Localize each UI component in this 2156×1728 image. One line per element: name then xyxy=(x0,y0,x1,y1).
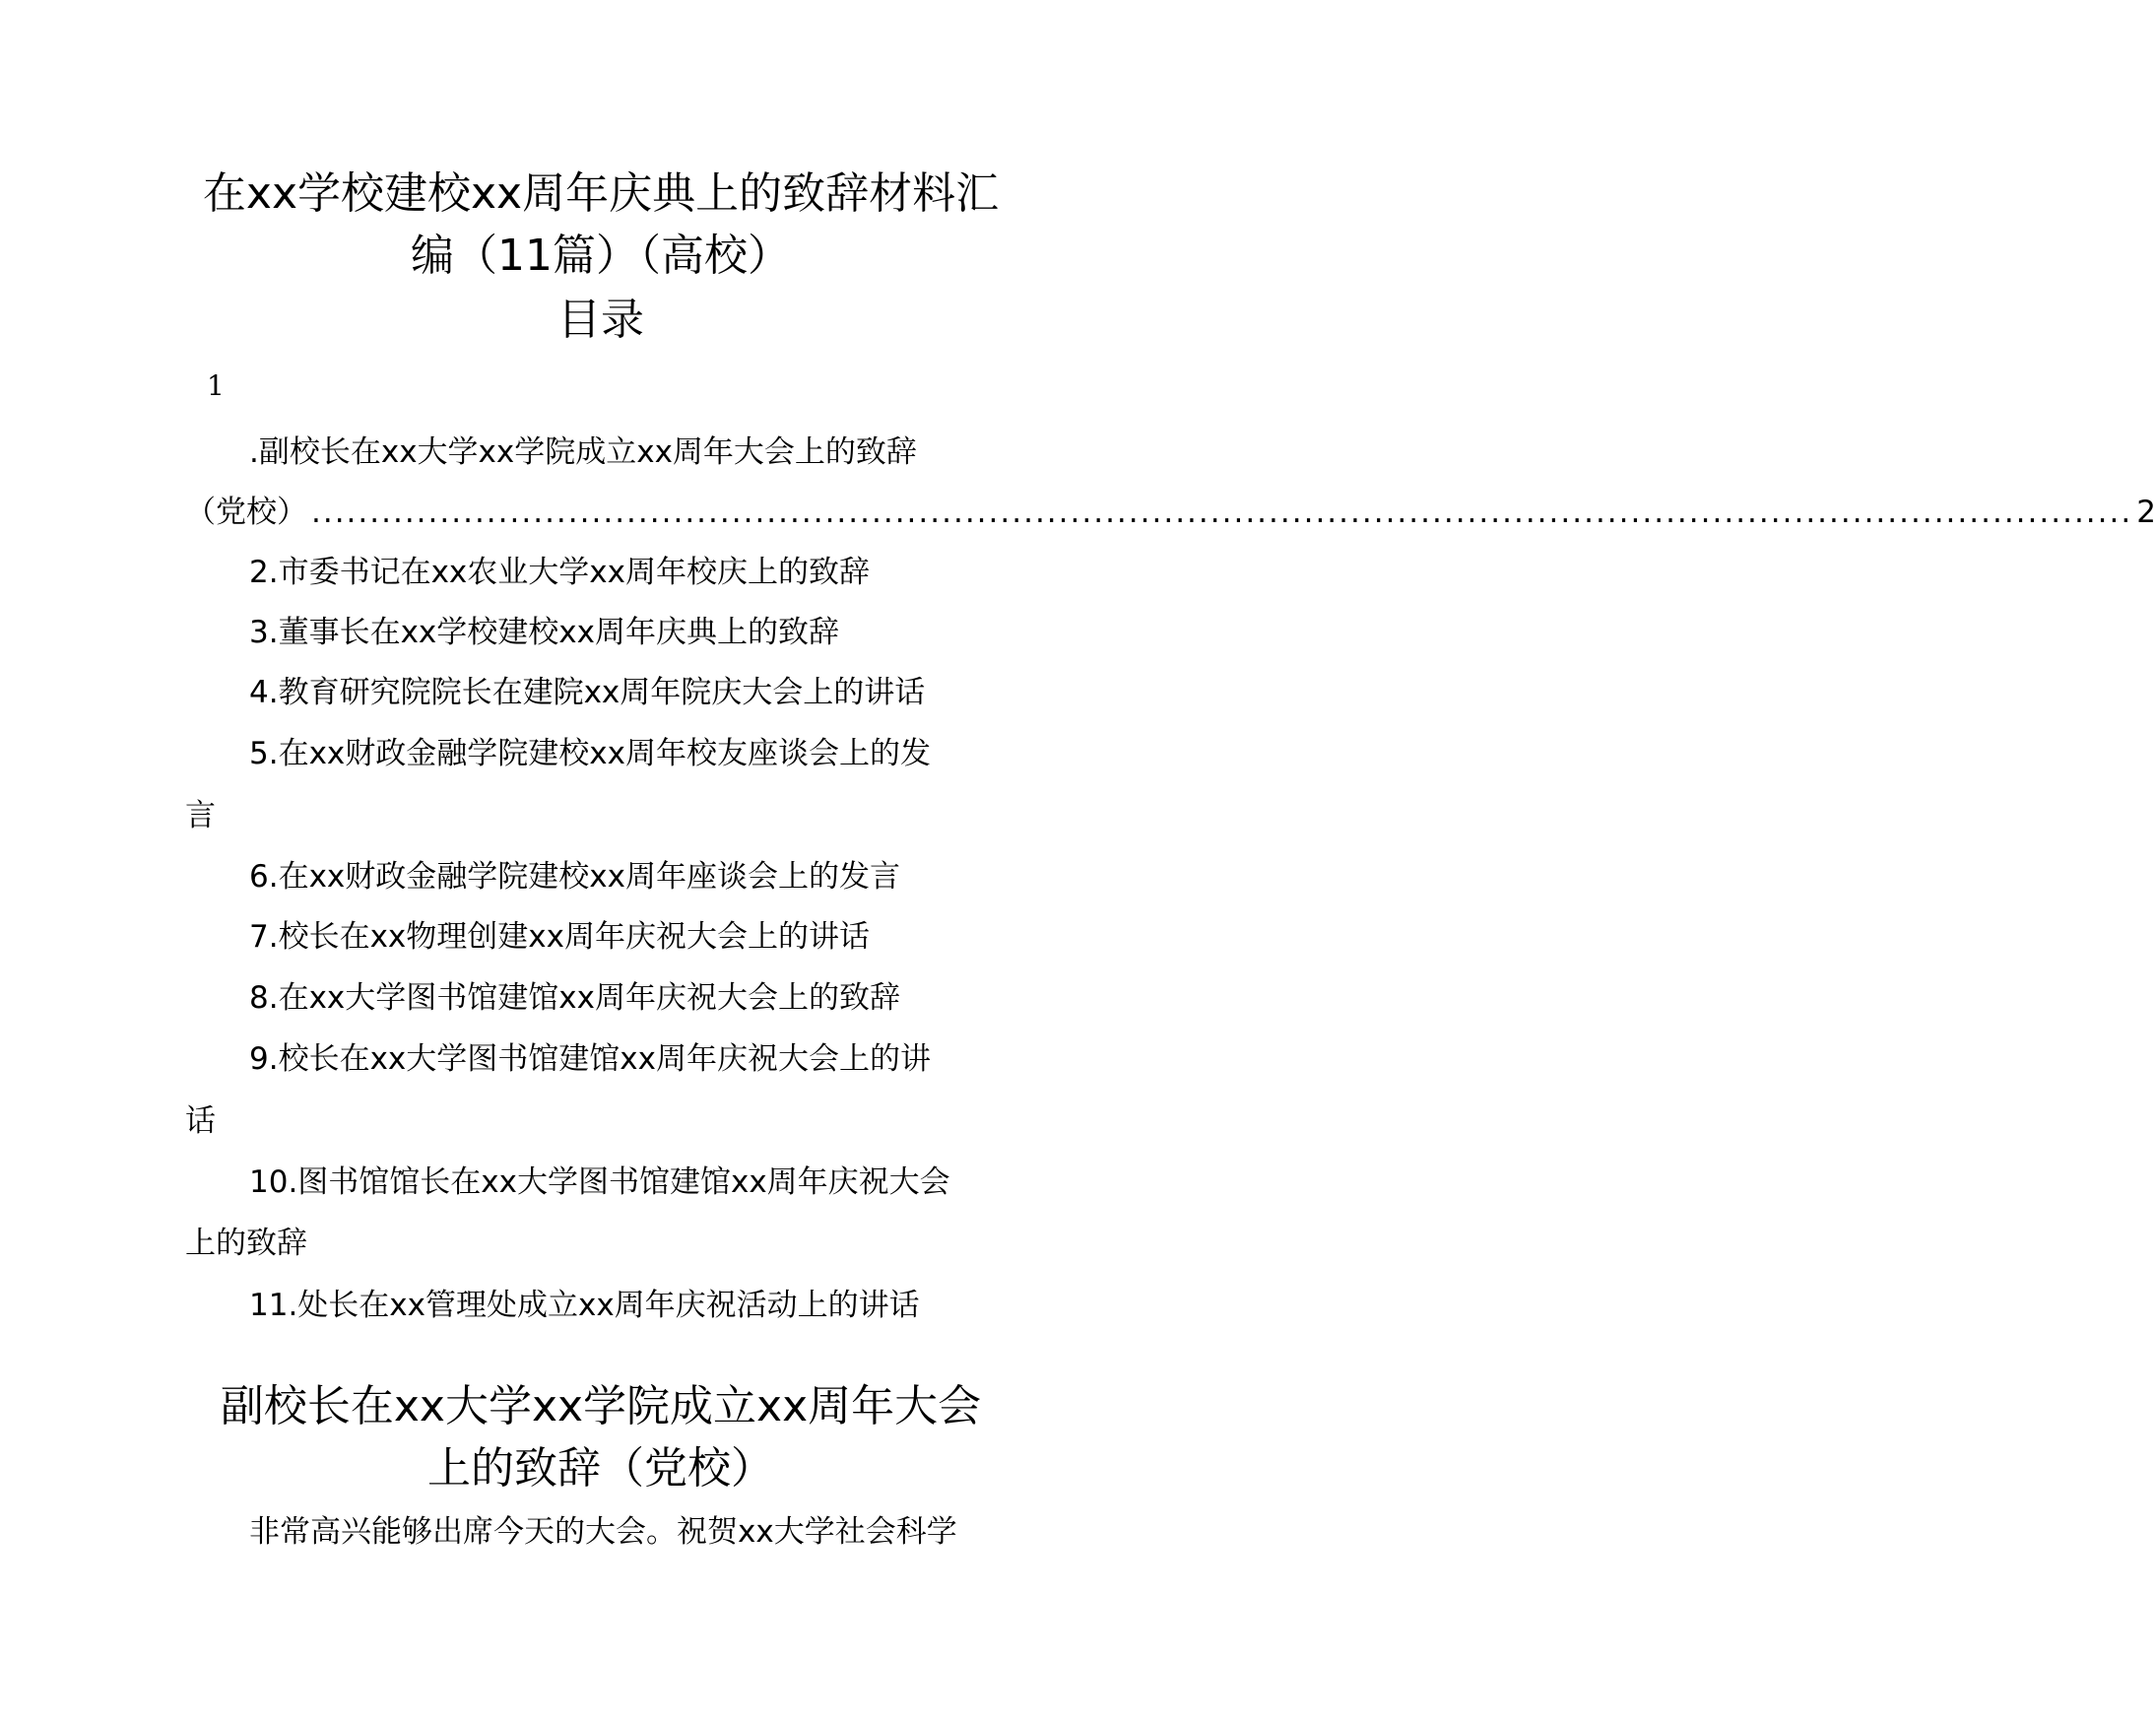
toc-item-11[interactable]: 11.处长在xx管理处成立xx周年庆祝活动上的讲话 xyxy=(249,1288,920,1323)
toc-item-8[interactable]: 8.在xx大学图书馆建馆xx周年庆祝大会上的致辞 xyxy=(249,980,900,1016)
toc-item-9-line-2[interactable]: 话 xyxy=(185,1103,216,1139)
toc-item-9-line-1[interactable]: 9.校长在xx大学图书馆建馆xx周年庆祝大会上的讲 xyxy=(249,1041,931,1077)
toc-item-3[interactable]: 3.董事长在xx学校建校xx周年庆典上的致辞 xyxy=(249,615,839,650)
toc-item-4[interactable]: 4.教育研究院院长在建院xx周年院庆大会上的讲话 xyxy=(249,675,926,710)
toc-item-10-line-2[interactable]: 上的致辞 xyxy=(185,1226,307,1261)
toc-item-5-line-1[interactable]: 5.在xx财政金融学院建校xx周年校友座谈会上的发 xyxy=(249,736,931,771)
toc-item-2[interactable]: 2.市委书记在xx农业大学xx周年校庆上的致辞 xyxy=(249,555,870,590)
toc-item-1-line-2[interactable] xyxy=(185,491,2156,534)
section-title-line-1: 副校长在xx大学xx学院成立xx周年大会 xyxy=(220,1381,982,1431)
toc-dot-leader: ............................................................................................................................................................ xyxy=(311,495,2133,530)
document-title-line-2: 编（11篇）（高校） xyxy=(411,231,791,281)
document-title-line-1: 在xx学校建校xx周年庆典上的致辞材料汇 xyxy=(202,168,1000,219)
page-marker: 1 xyxy=(207,369,225,402)
section-title-line-2: 上的致辞（党校） xyxy=(427,1443,774,1494)
toc-item-7[interactable]: 7.校长在xx物理创建xx周年庆祝大会上的讲话 xyxy=(249,919,870,955)
toc-item-10-line-1[interactable]: 10.图书馆馆长在xx大学图书馆建馆xx周年庆祝大会 xyxy=(249,1164,950,1200)
toc-item-1-line-1[interactable]: .副校长在xx大学xx学院成立xx周年大会上的致辞 xyxy=(249,434,917,470)
toc-item-5-line-2[interactable]: 言 xyxy=(185,798,216,833)
body-paragraph: 非常高兴能够出席今天的大会。祝贺xx大学社会科学 xyxy=(249,1514,957,1550)
toc-item-1-suffix: （党校） xyxy=(185,495,307,530)
toc-heading: 目录 xyxy=(557,295,644,345)
toc-item-6[interactable]: 6.在xx财政金融学院建校xx周年座谈会上的发言 xyxy=(249,859,900,895)
toc-item-1-page-number: 2 xyxy=(2136,495,2156,530)
